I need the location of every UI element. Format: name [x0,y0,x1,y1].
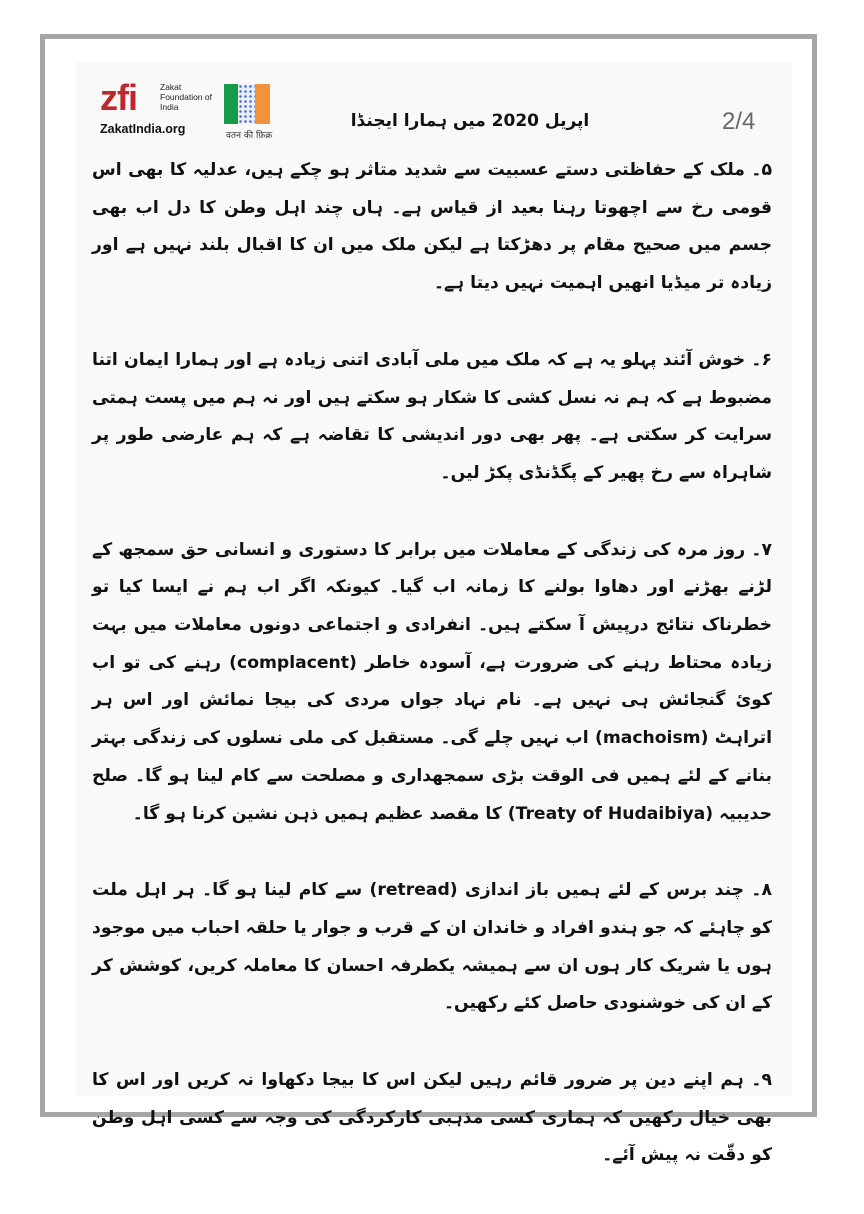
zfi-website: ZakatIndia.org [100,122,186,136]
paragraph-6: ۶۔ خوش آئند پہلو یہ ہے کہ ملک میں ملی آبادی اتنی زیادہ ہے اور ہمارا ایمان اتنا مضبوط ہے کہ ہم نہ نسل کشی کا شکار ہو سکتے ہیں اور نہ ہم میں پست ہمتی سرایت کر سکتی ہے۔ پھر بھی دور اندیشی کا تقاضہ ہے کہ ہم عارضی طور پر شاہراہ سے رخ پھیر کے پگڈنڈی پکڑ لیں۔ [92,349,772,483]
document-body [92,152,772,1214]
zfi-logo-mark: zfi [100,77,137,118]
paragraph-5: ۵۔ ملک کے حفاظتی دستے عسبیت سے شدید متاثر ہو چکے ہیں، عدلیہ کا بھی اس قومی رخ سے اچھوتا رہنا بعید از قیاس ہے۔ ہاں چند اہل وطن کا دل اب بھی جسم میں صحیح مقام پر دھڑکتا ہے لیکن ملک میں ان کا اقبال بلند نہیں ہے اور زیادہ تر میڈیا انھیں اہمیت نہیں دیتا ہے۔ [92,160,772,294]
paragraph-7: ۷۔ روز مرہ کی زندگی کے معاملات میں برابر کا دستوری و انسانی حق سمجھ کے لڑنے بھڑنے اور دھاوا بولنے کا زمانہ اب گیا۔ کیونکہ اگر اب ہم نے ایسا کیا تو خطرناک نتائج درپیش آ سکتے ہیں۔ انفرادی و اجتماعی دونوں معاملات میں بہت زیادہ محتاط رہنے کی ضرورت ہے، آسودہ خاطر (complacent) رہنے کی تو اب کوئ گنجائش ہی نہیں ہے۔ نام نہاد جواں مردی کی بیجا نمائش اور اس ہر اتراہٹ (machoism) اب نہیں چلے گی۔ مستقبل کی ملی نسلوں کی زندگی بہتر بنانے کے لئے ہمیں فی الوقت بڑی سمجھداری و مصلحت سے کام لینا ہو گا۔ صلح حدیبیہ (Treaty of Hudaibiya) کا مقصد عظیم ہمیں ذہن نشین کرنا ہو گا۔ [92,539,772,824]
paragraph-9: ۹۔ ہم اپنے دین پر ضرور قائم رہیں لیکن اس کا بیجا دکھاوا نہ کریں اور اس کا بھی خیال رکھیں کہ ہماری کسی مذہبی کارکردگی کی وجہ سے کسی اہل وطن کو دقّت نہ پیش آئے۔ [92,1070,772,1166]
flag-caption: वतन की फ़िक्र [225,131,273,141]
zfi-logo-subtitle: Zakat Foundation of India [160,82,212,112]
page-title: اپریل 2020 میں ہمارا ایجنڈا [350,111,590,131]
zfi-logo [100,78,210,142]
page-number: 2/4 [722,108,756,135]
paragraph-8: ۸۔ چند برس کے لئے ہمیں باز اندازی (retread) سے کام لینا ہو گا۔ ہر اہل ملت کو چاہئے کہ جو ہندو افراد و خاندان ان کے قرب و جوار یا حلقہ احباب میں موجود ہوں یا شریک کار ہوں ان سے ہمیشہ یکطرفہ احسان کا معاملہ کریں، کوشش کر کے ان کی خوشنودی حاصل کئے رکھیں۔ [92,880,772,1014]
flag-icon [224,84,270,124]
